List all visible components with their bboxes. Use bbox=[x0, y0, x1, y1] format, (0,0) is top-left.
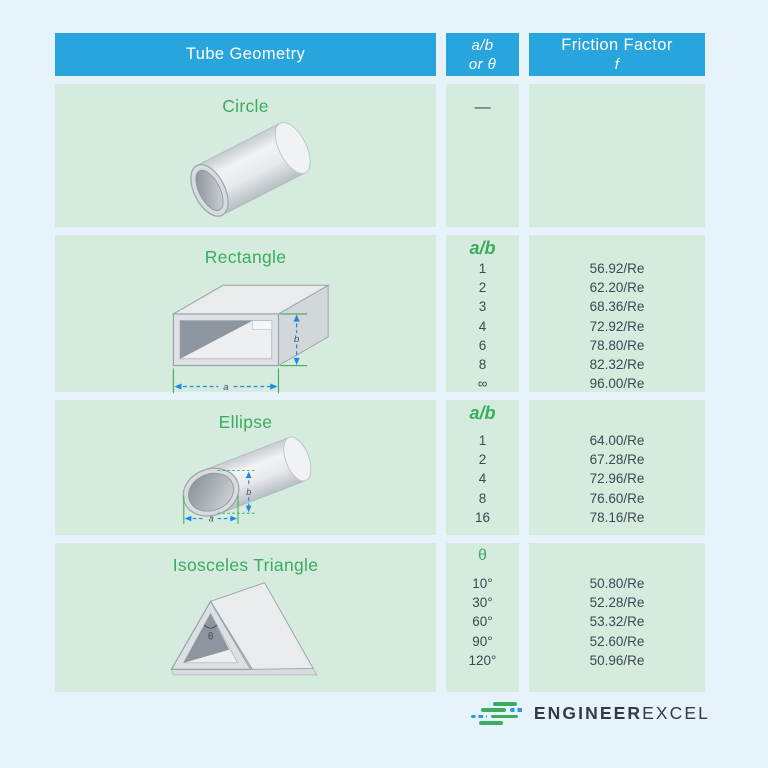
param-value: 8 bbox=[478, 356, 487, 372]
friction-value: 53.32/Re bbox=[589, 614, 645, 630]
param-value: 30° bbox=[472, 595, 493, 611]
param-value: 120° bbox=[468, 652, 497, 668]
row-circle-param-cell bbox=[446, 84, 519, 227]
triangle-tube-illustration bbox=[162, 578, 330, 688]
rect-dim-b-label: b bbox=[293, 334, 299, 346]
engineerexcel-logo bbox=[471, 701, 710, 726]
engineerexcel-logo-icon bbox=[471, 701, 523, 726]
param-value: 3 bbox=[478, 299, 487, 315]
param-value: 4 bbox=[478, 318, 487, 334]
header-param bbox=[446, 33, 519, 76]
header-friction-line1: Friction Factor bbox=[561, 35, 673, 54]
ellipse-dim-b-label: b bbox=[245, 487, 251, 497]
friction-value: 96.00/Re bbox=[589, 376, 645, 392]
row-rectangle-title: Rectangle bbox=[204, 247, 287, 267]
rectangle-friction-list bbox=[529, 259, 705, 393]
friction-value: 78.16/Re bbox=[589, 509, 645, 525]
param-value: 8 bbox=[478, 490, 487, 506]
header-param-line1: a/b bbox=[471, 36, 494, 54]
friction-value: 67.28/Re bbox=[589, 452, 645, 468]
row-rectangle-geometry-cell bbox=[55, 235, 436, 392]
param-value: ∞ bbox=[477, 376, 488, 392]
friction-value: 64.00/Re bbox=[589, 433, 645, 448]
row-ellipse-title: Ellipse bbox=[218, 412, 273, 432]
rectangle-param-header: a/b bbox=[469, 238, 496, 258]
header-tube-geometry-label: Tube Geometry bbox=[185, 45, 306, 63]
param-value: 1 bbox=[478, 261, 487, 276]
param-value: 1 bbox=[478, 433, 487, 448]
friction-value: 68.36/Re bbox=[589, 299, 645, 315]
row-triangle-geometry-cell bbox=[55, 543, 436, 692]
row-rectangle-param-cell bbox=[446, 235, 519, 392]
friction-value: 82.32/Re bbox=[589, 356, 645, 372]
param-value: 2 bbox=[478, 452, 487, 468]
param-value: 60° bbox=[472, 614, 493, 630]
ellipse-friction-list bbox=[529, 431, 705, 527]
friction-factor-table bbox=[55, 33, 705, 692]
logo-text-engineer: ENGINEER bbox=[533, 703, 643, 723]
row-triangle-title: Isosceles Triangle bbox=[172, 555, 319, 575]
row-triangle-friction-cell bbox=[529, 543, 705, 692]
param-value: 4 bbox=[478, 471, 487, 487]
param-value: 90° bbox=[472, 633, 493, 649]
friction-value: 50.80/Re bbox=[589, 576, 645, 591]
friction-value: 52.28/Re bbox=[589, 595, 645, 611]
row-triangle-param-cell bbox=[446, 543, 519, 692]
ellipse-tube-illustration bbox=[166, 435, 326, 531]
param-value: 6 bbox=[478, 337, 487, 353]
row-ellipse-param-cell bbox=[446, 400, 519, 535]
triangle-friction-list bbox=[529, 574, 705, 670]
logo-text-excel: EXCEL bbox=[642, 703, 710, 723]
row-circle-geometry-cell bbox=[55, 84, 436, 227]
header-friction-line2: f bbox=[614, 55, 620, 73]
friction-value: 72.96/Re bbox=[589, 471, 645, 487]
triangle-param-header: θ bbox=[478, 547, 487, 564]
friction-value: 52.60/Re bbox=[589, 633, 645, 649]
triangle-theta-label: θ bbox=[207, 631, 213, 643]
friction-value: 62.20/Re bbox=[589, 280, 645, 296]
row-rectangle-friction-cell bbox=[529, 235, 705, 392]
engineerexcel-logo-text bbox=[534, 703, 710, 724]
row-circle-title: Circle bbox=[222, 96, 269, 116]
header-tube-geometry bbox=[55, 33, 436, 76]
ellipse-param-header: a/b bbox=[469, 403, 496, 423]
row-ellipse-geometry-cell bbox=[55, 400, 436, 535]
circle-param-dash: — bbox=[474, 99, 491, 116]
rectangle-tube-illustration bbox=[160, 270, 332, 393]
header-friction-factor bbox=[529, 33, 705, 76]
ellipse-param-list bbox=[446, 431, 519, 527]
friction-value: 72.92/Re bbox=[589, 318, 645, 334]
friction-value: 50.96/Re bbox=[589, 652, 645, 668]
param-value: 2 bbox=[478, 280, 487, 296]
row-ellipse-friction-cell bbox=[529, 400, 705, 535]
triangle-param-list bbox=[446, 574, 519, 670]
circle-tube-illustration bbox=[169, 119, 322, 225]
param-value: 10° bbox=[472, 576, 493, 591]
ellipse-dim-a-label: a bbox=[208, 513, 214, 524]
rectangle-param-list bbox=[446, 259, 519, 393]
rect-dim-a-label: a bbox=[222, 381, 229, 393]
param-value: 16 bbox=[474, 509, 491, 525]
friction-value: 78.80/Re bbox=[589, 337, 645, 353]
friction-value: 56.92/Re bbox=[589, 261, 645, 276]
friction-value: 76.60/Re bbox=[589, 490, 645, 506]
row-circle-friction-cell bbox=[529, 84, 705, 227]
header-param-line2: or θ bbox=[468, 55, 497, 73]
